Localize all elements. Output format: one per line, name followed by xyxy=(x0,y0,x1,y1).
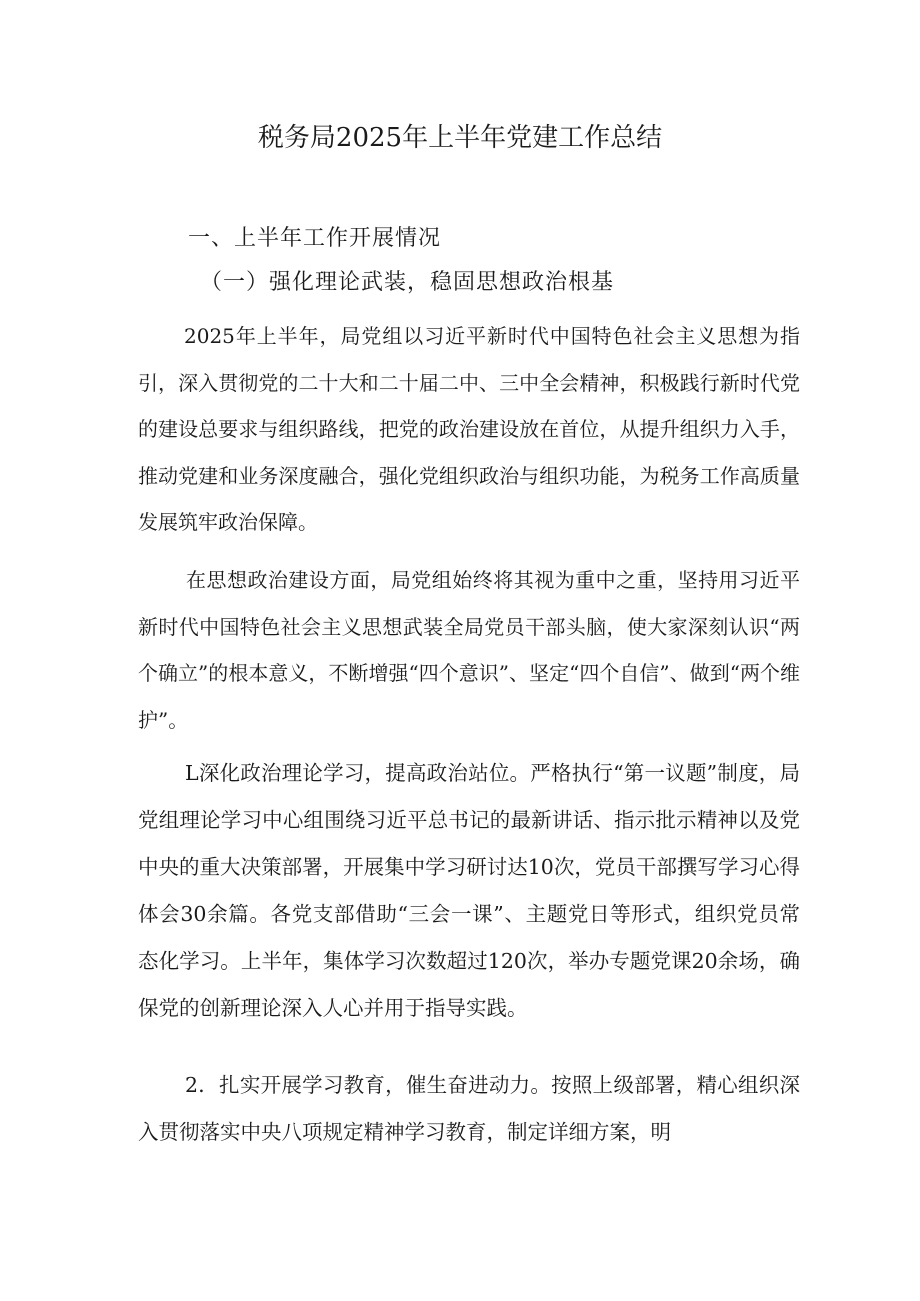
paragraph-2: 在思想政治建设方面，局党组始终将其视为重中之重，坚持用习近平新时代中国特色社会主义思想武装全局党员干部头脑，使大家深刻认识“两个确立”的根本意义，不断增强“四个意识”、坚定“四个自信”、做到“两个维护”。 xyxy=(138,568,800,732)
paragraph-4: 2．扎实开展学习教育，催生奋进动力。按照上级部署，精心组织深入贯彻落实中央八项规定精神学习教育，制定详细方案，明 xyxy=(138,1073,800,1144)
paragraph-1: 2025年上半年，局党组以习近平新时代中国特色社会主义思想为指引，深入贯彻党的二十大和二十届二中、三中全会精神，积极践行新时代党的建设总要求与组织路线，把党的政治建设放在首位，从提升组织力入手，推动党建和业务深度融合，强化党组织政治与组织功能，为税务工作高质量发展筑牢政治保障。 xyxy=(138,324,800,534)
subsection-heading: （一）强化理论武装，稳固思想政治根基 xyxy=(200,270,615,295)
document-title: 税务局2025年上半年党建工作总结 xyxy=(257,123,663,153)
paragraph-3: L深化政治理论学习，提高政治站位。严格执行“第一议题”制度，局党组理论学习中心组围绕习近平总书记的最新讲话、指示批示精神以及党中央的重大决策部署，开展集中学习研讨达10次，党员干部撰写学习心得体会30余篇。各党支部借助“三会一课”、主题党日等形式，组织党员常态化学习。上半年，集体学习次数超过120次，举办专题党课20余场，确保党的创新理论深入人心并用于指导实践。 xyxy=(138,761,800,1020)
section-heading: 一、上半年工作开展情况 xyxy=(188,226,442,251)
